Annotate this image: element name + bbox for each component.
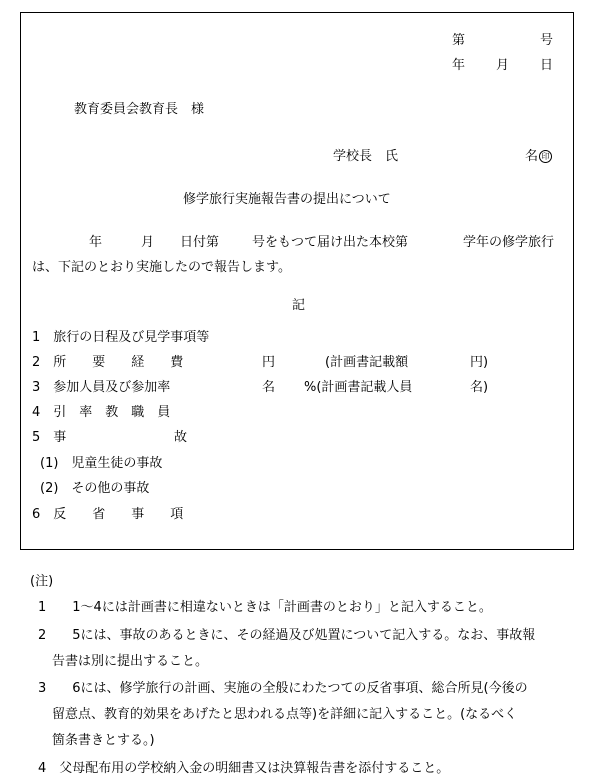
note-line: 告書は別に提出すること。 xyxy=(52,654,209,669)
item-label: 6 反 省 事 項 xyxy=(32,507,184,522)
document-title: 修学旅行実施報告書の提出について xyxy=(183,192,391,207)
number-suffix: 号 xyxy=(540,33,554,48)
item-label: 2 所 要 経 費 xyxy=(32,355,184,370)
seal-mark: 印 xyxy=(539,150,552,163)
body-line-1-segment: 日付第 xyxy=(180,235,220,250)
date-year: 年 xyxy=(452,58,466,73)
item-field: 名) xyxy=(470,380,489,395)
item-field: 故 xyxy=(174,430,188,445)
item-label: 3 参加人員及び参加率 xyxy=(32,380,171,395)
body-line-1-segment: 号をもつて届け出た本校第 xyxy=(252,235,409,250)
number-prefix: 第 xyxy=(452,33,466,48)
sender-title: 学校長 氏 xyxy=(333,149,399,164)
item-label: 1 旅行の日程及び見学事項等 xyxy=(32,330,210,345)
item-label: 5 事 xyxy=(32,430,67,445)
addressee: 教育委員会教育長 様 xyxy=(74,102,205,117)
body-line-1-segment: 学年の修学旅行 xyxy=(463,235,555,250)
body-line-2: は、下記のとおり実施したので報告します。 xyxy=(32,260,291,275)
note-line: 4 父母配布用の学校納入金の明細書又は決算報告書を添付すること。 xyxy=(38,761,450,776)
note-line: 留意点、教育的効果をあげたと思われる点等)を詳細に記入すること。(なるべく xyxy=(52,707,518,722)
note-line: 箇条書きとする。) xyxy=(52,733,155,748)
item-label: (2) その他の事故 xyxy=(40,481,150,496)
item-field: (計画書記載額 xyxy=(325,355,409,370)
body-line-1-segment: 月 xyxy=(141,235,155,250)
item-label: 4 引 率 教 職 員 xyxy=(32,405,171,420)
item-field: 名 xyxy=(262,380,276,395)
item-field: 円) xyxy=(470,355,489,370)
body-line-1-segment: 年 xyxy=(89,235,103,250)
note-line: 1 1～4には計画書に相違ないときは「計画書のとおり」と記入すること。 xyxy=(38,600,492,615)
ki-heading: 記 xyxy=(292,298,306,313)
note-line: 2 5には、事故のあるときに、その経過及び処置について記入する。なお、事故報 xyxy=(38,628,536,643)
item-field: 円 xyxy=(262,355,276,370)
item-label: (1) 児童生徒の事故 xyxy=(40,456,163,471)
date-month: 月 xyxy=(496,58,510,73)
item-field: %(計画書記載人員 xyxy=(304,380,413,395)
note-line: 3 6には、修学旅行の計画、実施の全般にわたつての反省事項、総合所見(今後の xyxy=(38,681,528,696)
notes-heading: (注) xyxy=(30,574,54,589)
sender-name-suffix: 名 印 xyxy=(525,150,552,163)
date-day: 日 xyxy=(540,58,554,73)
